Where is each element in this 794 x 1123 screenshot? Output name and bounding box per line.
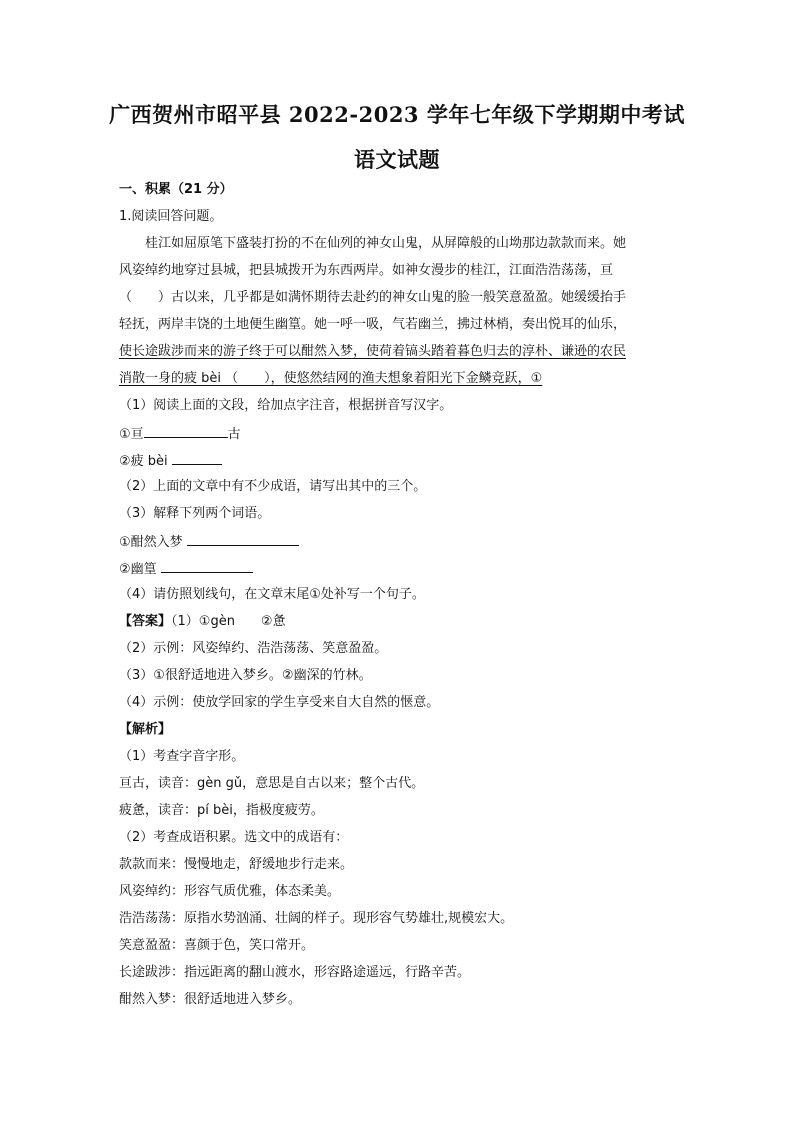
passage-line: 风姿绰约地穿过县城，把县城拨开为东西两岸。如神女漫步的桂江，江面浩浩荡荡，亘 [119,263,614,278]
fill-blank-1-prefix: ①亘 [119,427,144,442]
document-subtitle: 语文试题 [354,147,440,172]
passage-line: 桂江如屈原笔下盛装打扮的不在仙列的神女山鬼，从屏障般的山坳那边款款而来。她 [145,236,627,251]
sub-question-3: （3）解释下列两个词语。 [119,506,271,521]
answer-line [119,613,286,631]
answer-line: （4）示例：使放学回家的学生享受来自大自然的惬意。 [119,695,440,710]
analysis-line: 疲惫，读音：pí bèi，指极度疲劳。 [119,803,324,818]
fill-blank-2 [119,451,222,471]
answer-blank[interactable] [144,424,228,438]
word-item-2 [119,559,253,579]
fill-blank-1-suffix: 古 [227,427,241,442]
analysis-line: 款款而来：慢慢地走，舒缓地步行走来。 [119,857,354,872]
passage-line: 轻抚，两岸丰饶的土地便生幽篁。她一呼一吸，气若幽兰，拂过林梢，奏出悦耳的仙乐， [119,317,627,332]
sub-question-1: （1）阅读上面的文段，给加点字注音，根据拼音写汉字。 [119,398,453,413]
sub-question-4: （4）请仿照划线句，在文章末尾①处补写一个句子。 [119,587,425,602]
fill-blank-1 [119,424,241,444]
analysis-line: 亘古，读音：gèn gǔ，意思是自古以来；整个古代。 [119,776,425,791]
underlined-passage-line: 使长途跋涉而来的游子终于可以酣然入梦，使荷着镐头踏着暮色归去的淳朴、谦逊的农民 [119,344,627,359]
word-item-1-text: ①酣然入梦 [119,535,183,550]
analysis-line: 酣然入梦：很舒适地进入梦乡。 [119,992,302,1007]
underlined-passage-line: 消散一身的疲 bèi （ ），使悠然结网的渔夫想象着阳光下金鳞竞跃，① [119,371,543,386]
fill-blank-2-prefix: ②疲 bèi [119,454,168,469]
analysis-line: （2）考查成语积累。选文中的成语有： [119,830,349,845]
analysis-line: （1）考查字音字形。 [119,749,245,764]
passage-line: （ ）古以来，几乎都是如满怀期待去赴约的神女山鬼的脸一般笑意盈盈。她缓缓抬手 [119,290,627,305]
analysis-line: 浩浩荡荡：原指水势汹涌、壮阔的样子。现形容气势雄壮,规模宏大。 [119,911,514,926]
section-heading: 一、积累（21 分） [119,182,233,197]
answer-line: （2）示例：风姿绰约、浩浩荡荡、笑意盈盈。 [119,641,388,656]
analysis-line: 笑意盈盈：喜颜于色，笑口常开。 [119,938,315,953]
answer-line: （3）①很舒适地进入梦乡。②幽深的竹林。 [119,668,372,683]
document-title: 广西贺州市昭平县 2022-2023 学年七年级下学期期中考试 [109,102,685,127]
analysis-label: 【解析】 [119,722,172,737]
question-1: 1.阅读回答问题。 [119,209,223,224]
answer-label: 【答案】 [119,614,172,629]
analysis-line: 风姿绰约：形容气质优雅，体态柔美。 [119,884,341,899]
word-item-2-text: ②幽篁 [119,562,157,577]
word-item-1 [119,532,299,552]
sub-question-2: （2）上面的文章中有不少成语，请写出其中的三个。 [119,479,427,494]
answer-blank[interactable] [172,451,222,465]
answer-text: （1）①gèn ②惫 [171,614,286,629]
analysis-line: 长途跋涉：指远距离的翻山渡水，形容路途遥远，行路辛苦。 [119,965,471,980]
answer-blank[interactable] [187,532,299,546]
answer-blank[interactable] [161,559,253,573]
